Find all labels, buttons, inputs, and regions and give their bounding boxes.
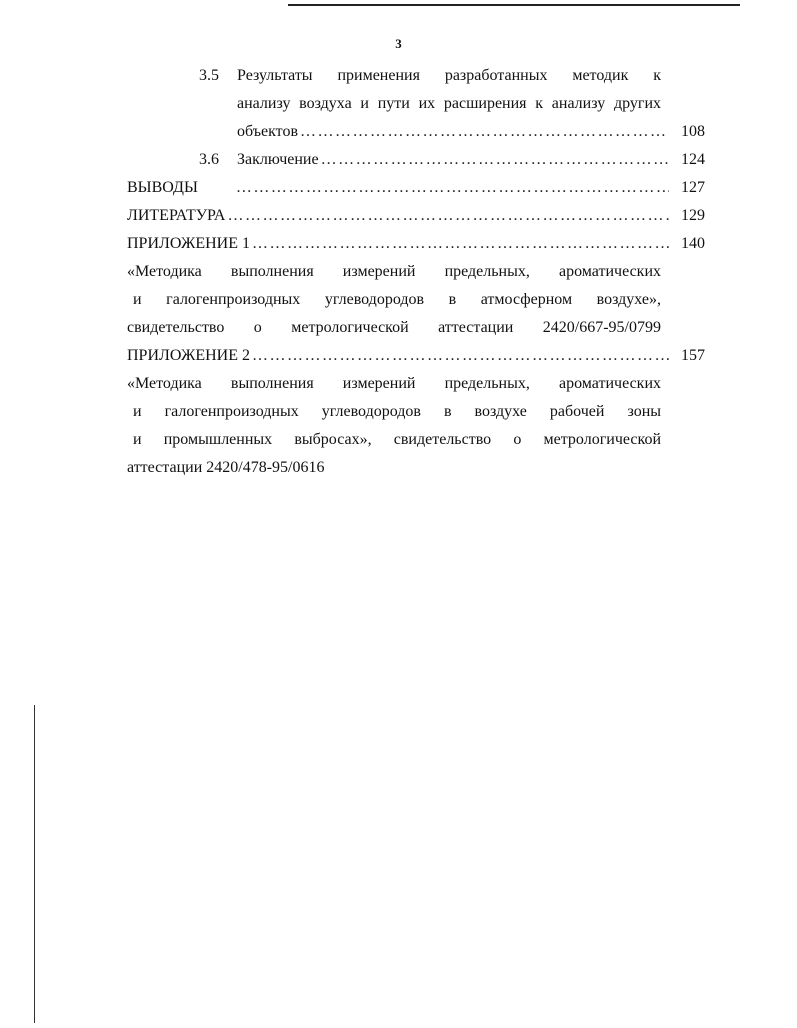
toc-item-3-6 bbox=[127, 146, 705, 174]
toc-item-title-line: Результаты применения разработанных методик к bbox=[237, 67, 661, 84]
toc-item-title-line: анализу воздуха и пути их расширения к анализу других bbox=[237, 95, 661, 112]
toc-item-conclusions bbox=[127, 174, 705, 202]
appendix-description-line: свидетельство о метрологической аттестации 2420/667-95/0799 bbox=[127, 319, 661, 336]
toc-item-number: 3.6 bbox=[199, 151, 219, 168]
toc-page-number: 140 bbox=[681, 235, 705, 252]
toc-page-number: 157 bbox=[681, 347, 705, 364]
toc-item-number: 3.5 bbox=[199, 67, 219, 84]
toc-item-title: ВЫВОДЫ bbox=[127, 179, 198, 196]
leader-dots bbox=[236, 174, 669, 202]
appendix-description-line: и галогенпроизодных углеводородов в атмосферном воздухе», bbox=[133, 291, 661, 308]
appendix-description-line: и промышленных выбросах», свидетельство о метрологической bbox=[133, 431, 661, 448]
appendix-2-description bbox=[127, 370, 661, 482]
toc-page-number: 129 bbox=[681, 207, 705, 224]
page-number: 3 bbox=[395, 36, 402, 51]
leader-dots bbox=[252, 230, 669, 258]
leader-dots bbox=[300, 118, 669, 146]
toc-page-number: 124 bbox=[681, 151, 705, 168]
toc-item-appendix-2 bbox=[127, 342, 705, 370]
left-margin-line bbox=[34, 705, 35, 1023]
toc-item-3-5 bbox=[127, 62, 705, 146]
toc-page-number: 108 bbox=[681, 123, 705, 140]
leader-dots bbox=[227, 202, 669, 230]
leader-dots bbox=[252, 342, 669, 370]
appendix-description-line: аттестации 2420/478-95/0616 bbox=[127, 459, 325, 476]
appendix-description-line: «Методика выполнения измерений предельных, ароматических bbox=[127, 375, 661, 392]
appendix-description-line: и галогенпроизодных углеводородов в воздухе рабочей зоны bbox=[133, 403, 661, 420]
toc-item-literature bbox=[127, 202, 705, 230]
toc-leader-row bbox=[237, 146, 705, 174]
toc-item-title: ПРИЛОЖЕНИЕ 2 bbox=[127, 347, 251, 364]
toc-item-title: Заключение bbox=[237, 151, 319, 168]
table-of-contents bbox=[127, 62, 705, 482]
toc-item-title: ПРИЛОЖЕНИЕ 1 bbox=[127, 235, 251, 252]
top-border-line bbox=[288, 4, 740, 6]
leader-dots bbox=[321, 146, 669, 174]
toc-leader-row bbox=[237, 118, 705, 146]
appendix-1-description bbox=[127, 258, 661, 342]
toc-page-number: 127 bbox=[681, 179, 705, 196]
toc-item-title-line: объектов bbox=[237, 123, 299, 140]
toc-item-title: ЛИТЕРАТУРА bbox=[127, 207, 226, 224]
toc-item-appendix-1 bbox=[127, 230, 705, 258]
appendix-description-line: «Методика выполнения измерений предельных, ароматических bbox=[127, 263, 661, 280]
